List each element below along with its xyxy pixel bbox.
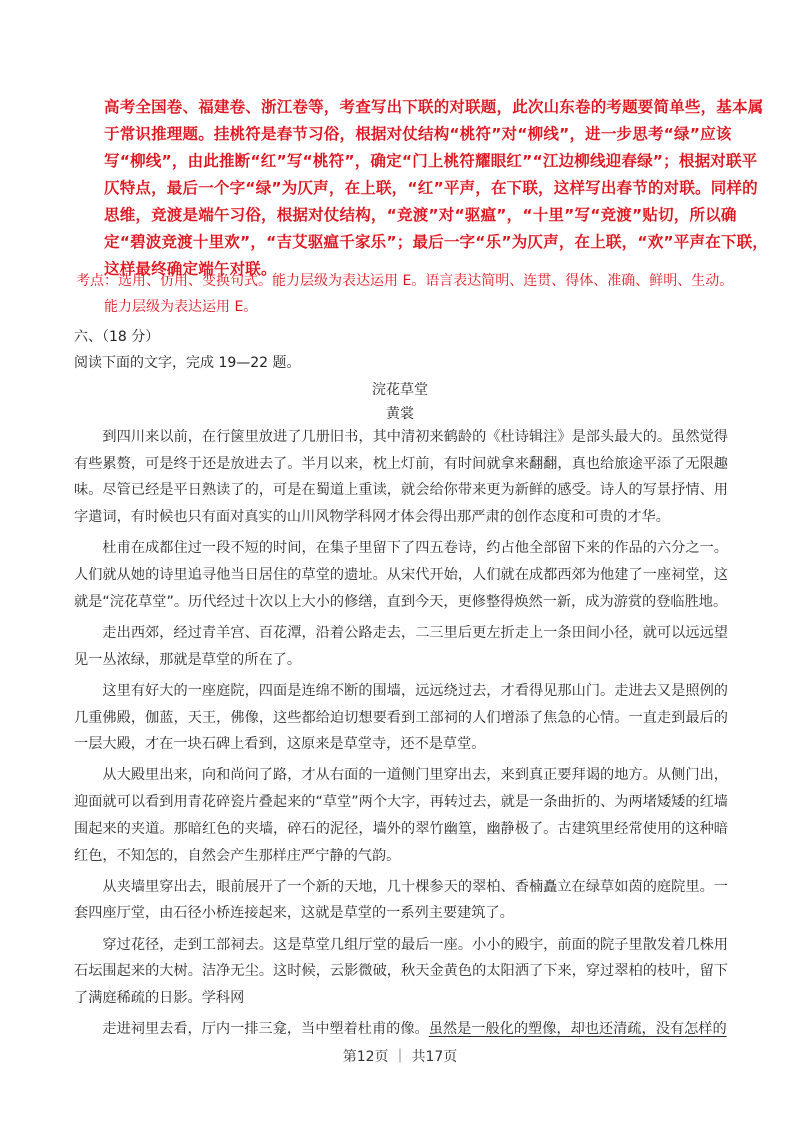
answer-explanation	[104, 94, 768, 283]
underlined-sentence: 虽然是一般化的塑像，却也还清疏，没有怎样的	[428, 1021, 727, 1038]
essay-body	[74, 424, 728, 1047]
answer-text: 高考全国卷、福建卷、浙江卷等，考查写出下联的对联题，此次山东卷的考题要简单些，基本属于常识推理题。挂桃符是春节习俗，根据对仗结构“桃符”对“柳线”，进一步思考“绿”应该写“柳线”，由此推断“红”写“桃符”，确定“门上桃符耀眼红”“江边柳线迎春绿”；根据对联平仄特点，最后一个字“绿”为仄声，在上联，“红”平声，在下联，这样写出春节的对联。同样的思维，竞渡是端午习俗，根据对仗结构，“竞渡”对“驱瘟”，“十里”写“竞渡”贴切，所以确定“碧波竞渡十里欢”，“吉艾驱瘟千家乐”；最后一字“乐”为仄声，在上联，“欢”平声在下联，这样最终确定端午对联。	[104, 98, 768, 278]
section-instruction: 阅读下面的文字，完成 19—22 题。	[74, 355, 301, 371]
essay-title: 浣花草堂	[372, 382, 428, 398]
essay-last-start: 走进祠里去看，厅内一排三龛，当中塑着杜甫的像。	[102, 1021, 429, 1038]
essay-paragraph: 从夹墙里穿出去，眼前展开了一个新的天地，几十棵参天的翠柏、香楠矗立在绿草如茵的庭院里。一套四座厅堂，由石径小桥连接起来，这就是草堂的一系列主要建筑了。	[74, 878, 728, 922]
essay-paragraph: 杜甫在成都住过一段不短的时间，在集子里留下了四五卷诗，约占他全部留下来的作品的六分之一。人们就从她的诗里追寻他当日居住的草堂的遗址。从宋代开始，人们就在成都西郊为他建了一座祠堂，这就是“浣花草堂”。历代经过十次以上大小的修缮，直到今天，更修整得焕然一新，成为游赏的登临胜地。	[74, 540, 728, 610]
essay-paragraph: 从大殿里出来，向和尚问了路，才从右面的一道侧门里穿出去，来到真正要拜谒的地方。从侧门出，迎面就可以看到用青花碎瓷片叠起来的“草堂”两个大字，再转过去，就是一条曲折的、为两堵矮矮的红墙围起来的夹道。那暗红色的夹墙，碎石的泥径，墙外的翠竹幽篁，幽静极了。古建筑里经常使用的这种暗红色，不知怎的，自然会产生那样庄严宁静的气韵。	[74, 767, 728, 864]
section-heading: 六、（18 分）	[74, 329, 160, 345]
page-footer: 第12页 ｜ 共17页	[342, 1049, 458, 1065]
essay-paragraph: 到四川来以前，在行箧里放进了几册旧书，其中清初来鹤龄的《杜诗辑注》是部头最大的。虽然觉得有些累赘，可是终于还是放进去了。半月以来，枕上灯前，有时间就拿来翻翻，真也给旅途平添了无限趣味。尽管已经是平日熟读了的，可是在蜀道上重读，就会给你带来更为新鲜的感受。诗人的写景抒情、用字遣词，有时候也只有面对真实的山川风物学科网才体会得出那严肃的创作态度和可贵的才华。	[74, 429, 728, 526]
essay-paragraph: 这里有好大的一座庭院，四面是连绵不断的围墙，远远绕过去，才看得见那山门。走进去又是照例的几重佛殿，伽蓝，天王，佛像，这些都给迫切想要看到工部祠的人们增添了焦急的心情。一直走到最后的一层大殿，才在一块石碑上看到，这原来是草堂寺，还不是草堂。	[74, 682, 728, 753]
test-point-line-2: 能力层级为表达运用 E。	[104, 299, 258, 315]
essay-paragraph: 走出西郊，经过青羊宫、百花潭，沿着公路走去，二三里后更左折走上一条田间小径，就可以远远望见一丛浓绿，那就是草堂的所在了。	[74, 624, 728, 668]
essay-paragraph-last	[74, 1016, 728, 1043]
essay-author: 黄裳	[386, 406, 414, 422]
test-point-line-1: 考点：选用、仿用、变换句式。能力层级为表达运用 E。语言表达简明、连贯、得体、准确、鲜明、生动。	[76, 273, 734, 289]
test-point-note	[76, 268, 776, 320]
essay-paragraph: 穿过花径，走到工部祠去。这是草堂几组厅堂的最后一座。小小的殿宇，前面的院子里散发着几株用石坛围起来的大树。洁净无尘。这时候，云影微破，秋天金黄色的太阳洒了下来，穿过翠柏的枝叶，留下了满庭稀疏的日影。学科网	[74, 936, 728, 1007]
